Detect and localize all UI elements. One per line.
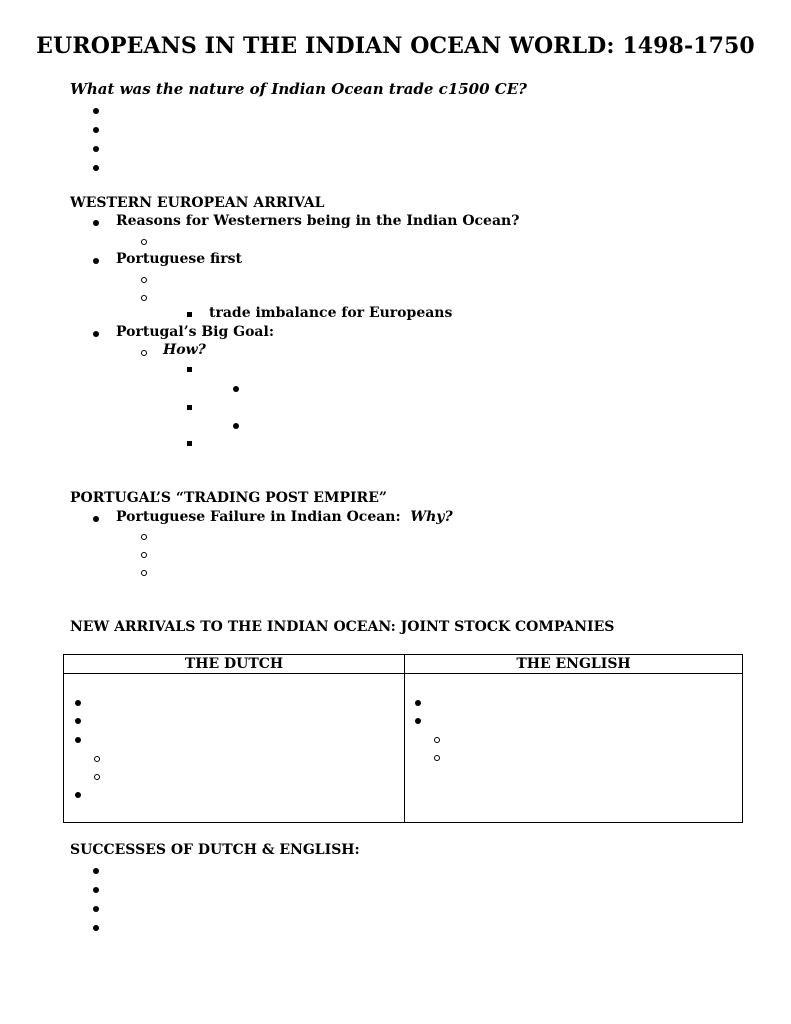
big-goal-item: Portugal’s Big Goal: [116, 324, 274, 340]
sub-bullet [94, 756, 100, 762]
trading-post-heading: PORTUGAL’S “TRADING POST EMPIRE” [70, 490, 387, 506]
sub-bullet [94, 774, 100, 780]
bullet [415, 700, 421, 706]
sub-bullet [141, 570, 147, 576]
square-bullet [187, 367, 192, 372]
sub-bullet [141, 239, 147, 245]
bullet [93, 165, 99, 171]
comparison-table [63, 654, 743, 823]
nature-question: What was the nature of Indian Ocean trade c1500 CE? [70, 80, 527, 98]
bullet [75, 737, 81, 743]
trade-imbalance-item: trade imbalance for Europeans [209, 305, 453, 321]
col-dutch-header: THE DUTCH [64, 655, 405, 674]
bullet [93, 868, 99, 874]
square-bullet [187, 441, 192, 446]
square-bullet [187, 405, 192, 410]
square-bullet [187, 312, 192, 317]
bullet [75, 718, 81, 724]
col-english-header: THE ENGLISH [405, 655, 743, 674]
sub-bullet [141, 295, 147, 301]
bullet [93, 906, 99, 912]
bullet [93, 516, 99, 522]
new-arrivals-heading: NEW ARRIVALS TO THE INDIAN OCEAN: JOINT STOCK COMPANIES [70, 619, 615, 635]
bullet [93, 108, 99, 114]
failure-item: Portuguese Failure in Indian Ocean: Why? [116, 509, 453, 525]
sub-bullet [141, 534, 147, 540]
bullet [75, 700, 81, 706]
western-arrival-heading: WESTERN EUROPEAN ARRIVAL [70, 195, 325, 211]
dutch-cell [64, 674, 405, 823]
bullet [415, 718, 421, 724]
successes-heading: SUCCESSES OF DUTCH & ENGLISH: [70, 842, 360, 858]
english-cell [405, 674, 743, 823]
page-title: EUROPEANS IN THE INDIAN OCEAN WORLD: 1498-1750 [36, 33, 755, 59]
sub-bullet [141, 277, 147, 283]
reasons-item: Reasons for Westerners being in the Indian Ocean? [116, 213, 520, 229]
bullet [93, 331, 99, 337]
portuguese-first-item: Portuguese first [116, 251, 242, 267]
bullet [233, 386, 239, 392]
bullet [93, 887, 99, 893]
bullet [233, 423, 239, 429]
sub-bullet [434, 755, 440, 761]
bullet [93, 127, 99, 133]
bullet [93, 925, 99, 931]
sub-bullet [141, 350, 147, 356]
bullet [93, 258, 99, 264]
bullet [93, 220, 99, 226]
bullet [93, 146, 99, 152]
sub-bullet [141, 552, 147, 558]
how-item: How? [163, 342, 206, 358]
sub-bullet [434, 737, 440, 743]
bullet [75, 792, 81, 798]
